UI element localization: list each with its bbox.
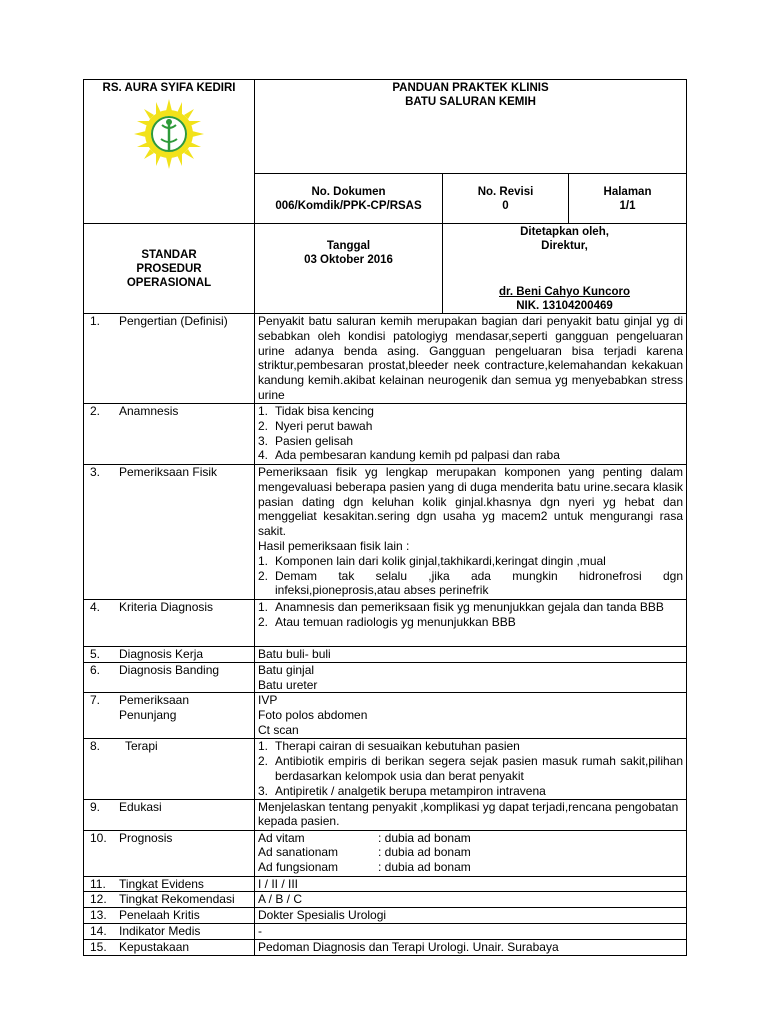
row-content-cell <box>255 799 687 830</box>
row-content-cell <box>255 662 687 693</box>
list-item: 1. Therapi cairan di sesuaikan kebutuhan pasien <box>258 739 683 754</box>
row-number: 9. <box>90 799 101 814</box>
row-content-cell <box>255 739 687 799</box>
date-label: Tanggal <box>326 240 371 252</box>
prognosis-key: Ad sanationam <box>258 845 339 860</box>
list-item: 2. Nyeri perut bawah <box>258 419 683 434</box>
table-row <box>84 600 687 647</box>
list-item-text: Antibiotik empiris di berikan segera sejak pasien masuk rumah sakit,pilihan berdasarkan kelompok usia dan berat penyakit <box>275 754 684 783</box>
row-content-cell <box>255 465 687 600</box>
hospital-logo-icon <box>134 99 204 169</box>
page-cell <box>569 174 687 224</box>
hospital-cell <box>84 80 255 224</box>
evidence-level: I / II / III <box>258 876 299 891</box>
row-label: Pemeriksaan <box>119 693 190 708</box>
page-label: Halaman <box>603 185 652 198</box>
row-label-cell <box>84 404 255 465</box>
row-label-cell <box>84 876 255 892</box>
row-content-cell <box>255 876 687 892</box>
list-item-text: Nyeri perut bawah <box>275 418 373 433</box>
row-number: 1. <box>90 314 101 328</box>
row-label: Diagnosis Banding <box>119 662 220 677</box>
row-content-cell <box>255 923 687 939</box>
prognosis-value: : dubia ad bonam <box>378 830 471 845</box>
revision-label: No. Revisi <box>477 185 534 198</box>
spo-line-2: PROSEDUR <box>136 262 202 275</box>
critical-reviewer: Dokter Spesialis Urologi <box>258 908 387 923</box>
spo-line-1: STANDAR <box>141 248 197 261</box>
row-number: 10. <box>90 830 107 845</box>
spo-cell <box>84 224 255 314</box>
row-label-cell <box>84 465 255 600</box>
table-row <box>84 876 687 892</box>
table-row <box>84 799 687 830</box>
prognosis-key: Ad vitam <box>258 830 305 845</box>
support-exam-1: IVP <box>258 693 278 708</box>
row-label-cell <box>84 923 255 939</box>
differential-1: Batu ginjal <box>258 662 315 677</box>
row-label-cell <box>84 892 255 908</box>
list-item-text: Tidak bisa kencing <box>275 404 374 418</box>
document-number-cell <box>255 174 443 224</box>
list-item-text: Atau temuan radiologis yg menunjukkan BBB <box>275 614 516 629</box>
document-number-label: No. Dokumen <box>311 185 386 198</box>
list-item-text: Anamnesis dan pemeriksaan fisik yg menunjukkan gejala dan tanda BBB <box>275 600 664 614</box>
director-name: dr. Beni Cahyo Kuncoro <box>499 286 630 298</box>
recommendation-level: A / B / C <box>258 892 303 907</box>
row-label-cell <box>84 314 255 404</box>
row-label: Kepustakaan <box>119 939 190 954</box>
row-label-cell <box>84 662 255 693</box>
table-row <box>84 662 687 693</box>
table-row <box>84 939 687 955</box>
table-row <box>84 314 687 404</box>
director-nik: NIK. 13104200469 <box>516 300 613 312</box>
title-cell <box>255 80 687 174</box>
education-text: Menjelaskan tentang penyakit ,komplikasi yg dapat terjadi,rencana pengobatan kepada pasien. <box>258 799 679 829</box>
list-item: 2. Atau temuan radiologis yg menunjukkan BBB <box>258 615 683 630</box>
row-label-line2: Penunjang <box>119 708 177 723</box>
list-item-text: Ada pembesaran kandung kemih pd palpasi dan raba <box>275 448 560 463</box>
approved-by: Ditetapkan oleh, <box>520 226 609 238</box>
row-content-cell <box>255 314 687 404</box>
date-cell <box>255 224 443 314</box>
approval-cell <box>443 224 687 314</box>
row-label-cell <box>84 799 255 830</box>
physical-exam-text: Pemeriksaan fisik yg lengkap merupakan komponen yang penting dalam mengevaluasi beberapa pasien yang di duga menderita batu urine.secara klasik pasian dating dgn keluhan kolik ginjal.khasnya dgn nyeri yg hebat dan menggeliat kesakitan.sering dgn usaha yg macem2 untuk mengurangi rasa sakit. <box>258 465 684 539</box>
row-label-cell <box>84 647 255 663</box>
table-row <box>84 892 687 908</box>
row-content-cell <box>255 600 687 647</box>
row-label: Terapi <box>125 739 158 754</box>
row-label-cell <box>84 693 255 739</box>
row-number: 3. <box>90 465 101 479</box>
row-content-cell <box>255 892 687 908</box>
prognosis-key: Ad fungsionam <box>258 860 339 875</box>
clinical-practice-guide-table <box>83 79 687 956</box>
document-number-value: 006/Komdik/PPK-CP/RSAS <box>275 199 422 212</box>
date-value: 03 Oktober 2016 <box>304 254 393 266</box>
list-item-text: Demam tak selalu ,jika ada mungkin hidronefrosi dgn infeksi,pioneprosis,atau abses perinefrik <box>275 568 684 598</box>
list-item: 1. Anamnesis dan pemeriksaan fisik yg menunjukkan gejala dan tanda BBB <box>258 600 683 615</box>
list-item-text: Antipiretik / analgetik berupa metampiron intravena <box>275 783 546 798</box>
table-row <box>84 647 687 663</box>
list-item-text: Komponen lain dari kolik ginjal,takhikardi,keringat dingin ,mual <box>275 553 606 568</box>
list-item-text: Therapi cairan di sesuaikan kebutuhan pasien <box>275 739 520 754</box>
document-title: PANDUAN PRAKTEK KLINIS <box>392 82 549 94</box>
list-item-text: Pasien gelisah <box>275 433 354 448</box>
row-number: 4. <box>90 600 101 614</box>
row-number: 15. <box>90 939 107 954</box>
definition-text: Penyakit batu saluran kemih merupakan bagian dari penyakit batu ginjal yg di sebabkan oleh kondisi patologiyg mendasar,seperti gangguan pengeluaran urine adanya benda asing. Gangguan pengeluaran bisa terjadi karena striktur,pembesaran prostat,bleeder neek contracture,kelemahandan kekakuan kandung kemih.akibat kelainan neurogenik dan semua yg menyebabkan stress urine <box>258 314 684 402</box>
list-item: 1. Tidak bisa kencing <box>258 404 683 419</box>
hospital-name: RS. AURA SYIFA KEDIRI <box>102 82 236 94</box>
row-label: Diagnosis Kerja <box>119 647 204 661</box>
page-value: 1/1 <box>619 199 636 212</box>
list-item: 2. Demam tak selalu ,jika ada mungkin hidronefrosi dgn infeksi,pioneprosis,atau abses perinefrik <box>258 568 684 598</box>
document-subtitle: BATU SALURAN KEMIH <box>405 96 536 108</box>
row-number: 7. <box>90 693 101 708</box>
table-row <box>84 465 687 600</box>
support-exam-3: Ct scan <box>258 722 299 737</box>
table-row <box>84 739 687 799</box>
row-number: 14. <box>90 923 107 938</box>
row-content-cell <box>255 830 687 876</box>
table-row <box>84 693 687 739</box>
row-content-cell <box>255 404 687 465</box>
row-number: 6. <box>90 662 101 677</box>
row-number: 5. <box>90 647 101 661</box>
row-label: Penelaah Kritis <box>119 908 200 923</box>
director-title: Direktur, <box>541 240 588 252</box>
table-row <box>84 830 687 876</box>
row-label-cell <box>84 600 255 647</box>
differential-2: Batu ureter <box>258 677 318 692</box>
row-label-cell <box>84 739 255 799</box>
spo-line-3: OPERASIONAL <box>126 276 212 289</box>
list-item: 1. Komponen lain dari kolik ginjal,takhikardi,keringat dingin ,mual <box>258 554 683 569</box>
row-label-cell <box>84 908 255 924</box>
references-text: Pedoman Diagnosis dan Terapi Urologi. Unair. Surabaya <box>258 939 559 954</box>
row-content-cell <box>255 939 687 955</box>
list-item: 4. Ada pembesaran kandung kemih pd palpasi dan raba <box>258 448 683 463</box>
working-diagnosis: Batu buli- buli <box>258 647 331 661</box>
revision-value: 0 <box>502 199 509 212</box>
row-number: 2. <box>90 404 101 418</box>
row-label: Pemeriksaan Fisik <box>119 465 218 479</box>
row-number: 13. <box>90 908 107 923</box>
row-content-cell <box>255 908 687 924</box>
row-label: Tingkat Rekomendasi <box>119 892 235 907</box>
row-label-cell <box>84 830 255 876</box>
table-row <box>84 404 687 465</box>
list-item: 3. Antipiretik / analgetik berupa metampiron intravena <box>258 784 683 799</box>
row-number: 12. <box>90 892 107 907</box>
row-content-cell <box>255 647 687 663</box>
row-number: 11. <box>90 876 106 891</box>
row-content-cell <box>255 693 687 739</box>
list-item: 3. Pasien gelisah <box>258 434 683 449</box>
row-label: Pengertian (Definisi) <box>119 314 228 328</box>
prognosis-value: : dubia ad bonam <box>378 845 471 860</box>
row-number: 8. <box>90 739 101 754</box>
table-row <box>84 908 687 924</box>
row-label: Indikator Medis <box>119 923 201 938</box>
support-exam-2: Foto polos abdomen <box>258 708 368 723</box>
list-item: 2. Antibiotik empiris di berikan segera sejak pasien masuk rumah sakit,pilihan berdasarkan kelompok usia dan berat penyakit <box>258 754 684 783</box>
row-label: Anamnesis <box>119 404 179 418</box>
row-label: Tingkat Evidens <box>119 876 204 891</box>
row-label: Edukasi <box>119 799 162 814</box>
physical-exam-subtitle: Hasil pemeriksaan fisik lain : <box>258 538 410 553</box>
row-label: Kriteria Diagnosis <box>119 600 214 614</box>
table-row <box>84 923 687 939</box>
revision-cell <box>443 174 569 224</box>
prognosis-value: : dubia ad bonam <box>378 860 471 875</box>
row-label-cell <box>84 939 255 955</box>
medical-indicator: - <box>258 923 262 938</box>
row-label: Prognosis <box>119 830 173 845</box>
